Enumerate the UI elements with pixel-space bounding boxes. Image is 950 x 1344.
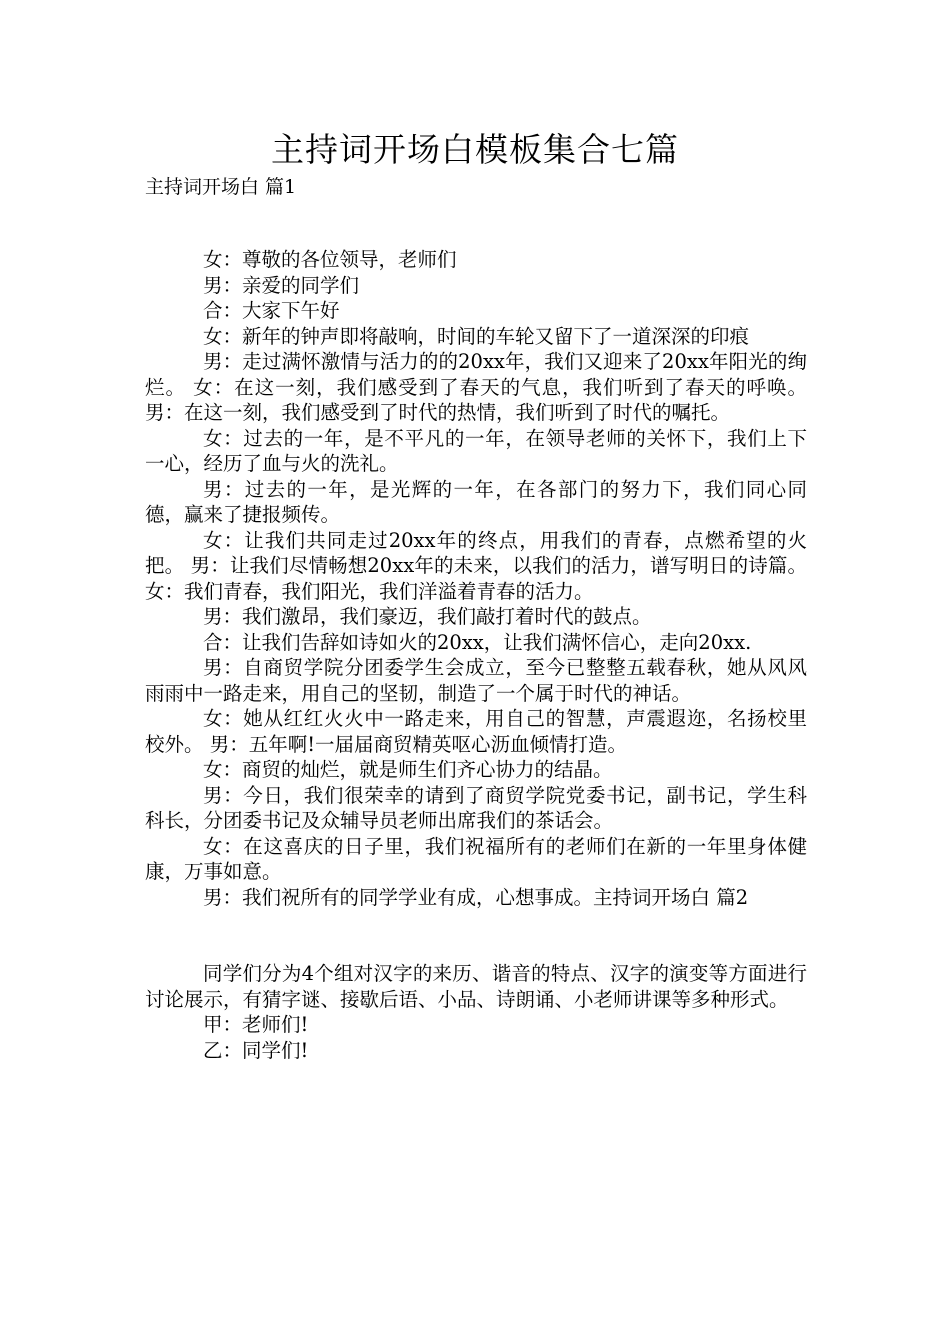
document-title: 主持词开场白模板集合七篇 [271, 130, 679, 169]
paragraph: 女：她从红红火火中一路走来，用自己的智慧，声震遐迩，名扬校里校外。 男：五年啊!一届届商贸精英呕心沥血倾情打造。 [145, 707, 807, 756]
paragraph: 男：走过满怀激情与活力的的20xx年，我们又迎来了20xx年阳光的绚烂。 女：在这一刻，我们感受到了春天的气息，我们听到了春天的呼唤。 男：在这一刻，我们感受到了时代的热情，我们听到了时代的嘱托。 [145, 350, 807, 424]
paragraph: 男：我们祝所有的同学学业有成，心想事成。主持词开场白 篇2 [203, 885, 749, 909]
paragraph: 男：我们激昂，我们豪迈，我们敲打着时代的鼓点。 [203, 605, 652, 628]
paragraph: 乙：同学们! [203, 1038, 309, 1062]
paragraph: 女：在这喜庆的日子里，我们祝福所有的老师们在新的一年里身体健康，万事如意。 [145, 834, 807, 883]
paragraph: 合：让我们告辞如诗如火的20xx，让我们满怀信心，走向20xx. [203, 630, 752, 654]
paragraph: 甲：老师们! [203, 1013, 309, 1036]
paragraph: 女：让我们共同走过20xx年的终点，用我们的青春，点燃希望的火把。 男：让我们尽情畅想20xx年的未来，以我们的活力，谱写明日的诗篇。 女：我们青春，我们阳光，我们洋溢着青春的活力。 [145, 528, 807, 603]
paragraph: 女：尊敬的各位领导，老师们 [203, 248, 457, 271]
section-heading-1: 主持词开场白 篇1 [145, 176, 297, 198]
document-body [145, 247, 807, 1063]
paragraph: 女：新年的钟声即将敲响，时间的车轮又留下了一道深深的印痕 [203, 324, 750, 348]
paragraph: 男：自商贸学院分团委学生会成立，至今已整整五载春秋，她从风风雨雨中一路走来，用自己的坚韧，制造了一个属于时代的神话。 [145, 656, 807, 705]
paragraph-spacer [145, 910, 807, 961]
paragraph: 合：大家下午好 [203, 299, 340, 322]
paragraph: 男：过去的一年，是光辉的一年，在各部门的努力下，我们同心同德，赢来了捷报频传。 [145, 477, 807, 526]
paragraph: 女：商贸的灿烂，就是师生们齐心协力的结晶。 [203, 758, 613, 781]
paragraph: 同学们分为4个组对汉字的来历、谐音的特点、汉字的演变等方面进行讨论展示，有猜字谜、接歇后语、小品、诗朗诵、小老师讲课等多种形式。 [145, 962, 807, 1011]
paragraph: 女：过去的一年，是不平凡的一年，在领导老师的关怀下，我们上下一心，经历了血与火的洗礼。 [145, 426, 807, 475]
paragraph: 男：今日，我们很荣幸的请到了商贸学院党委书记，副书记，学生科科长，分团委书记及众辅导员老师出席我们的茶话会。 [145, 783, 807, 832]
paragraph: 男：亲爱的同学们 [203, 273, 360, 297]
